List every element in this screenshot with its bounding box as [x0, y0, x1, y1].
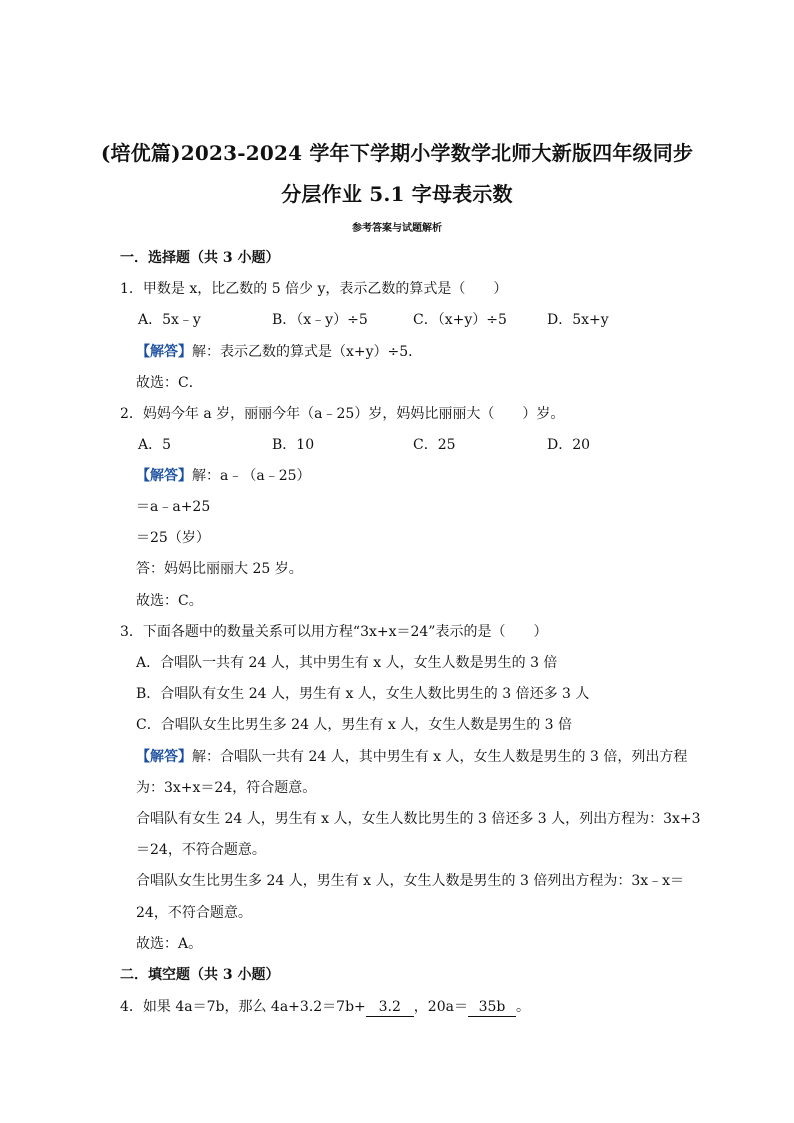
q3-answer — [136, 747, 687, 767]
q2-step-1: ＝a﹣a+25 — [136, 499, 211, 515]
q1-option-d: D．5x+y — [547, 312, 609, 328]
doc-subtitle: 参考答案与试题解析 — [352, 223, 442, 234]
section2-heading: 二．填空题（共 3 小题） — [120, 967, 280, 983]
q2-choice: 故选：C。 — [136, 593, 203, 609]
q4-stem — [120, 997, 530, 1017]
q3-line-4: 合唱队女生比男生多 24 人，男生有 x 人，女生人数是男生的 3 倍列出方程为：3x﹣x＝ — [136, 873, 685, 889]
q2-step-2: ＝25（岁） — [136, 530, 210, 546]
q3-answer-text: 解：合唱队一共有 24 人，其中男生有 x 人，女生人数是男生的 3 倍，列出方程 — [192, 749, 688, 765]
q4-stem-a: 4．如果 4a＝7b，那么 4a+3.2＝7b+ — [120, 999, 366, 1015]
q1-option-a: A．5x﹣y — [138, 312, 201, 328]
q2-option-c: C．25 — [413, 437, 456, 453]
q2-reply: 答：妈妈比丽丽大 25 岁。 — [136, 561, 303, 577]
q3-line-2: 合唱队有女生 24 人，男生有 x 人，女生人数比男生的 3 倍还多 3 人，列出方程为：3x+3 — [136, 811, 701, 827]
q1-answer-text: 解：表示乙数的算式是（x+y）÷5． — [192, 344, 423, 360]
q4-stem-b: ，20a＝ — [413, 999, 468, 1015]
section1-heading: 一．选择题（共 3 小题） — [120, 250, 280, 266]
q1-option-c: C．（x+y）÷5 — [413, 312, 507, 328]
q4-blank-1: 3.2 — [366, 999, 414, 1017]
q2-answer-text: 解：a﹣（a﹣25） — [192, 468, 311, 484]
q3-line-3: ＝24，不符合题意。 — [136, 842, 266, 858]
q1-choice: 故选：C． — [136, 375, 203, 391]
doc-title-line1: (培优篇)2023-2024 学年下学期小学数学北师大新版四年级同步 — [100, 141, 694, 165]
q2-answer — [136, 466, 311, 486]
q2-option-d: D．20 — [547, 437, 591, 453]
doc-title-line2: 分层作业 5.1 字母表示数 — [281, 182, 513, 206]
q3-choice: 故选：A。 — [136, 936, 203, 952]
answer-tag: 【解答】 — [136, 749, 192, 765]
q1-answer — [136, 342, 422, 362]
q1-stem: 1．甲数是 x，比乙数的 5 倍少 y，表示乙数的算式是（ ） — [120, 281, 508, 297]
answer-tag: 【解答】 — [136, 344, 192, 360]
q1-option-b: B．（x﹣y）÷5 — [272, 312, 368, 328]
answer-tag: 【解答】 — [136, 468, 192, 484]
q3-line-5: 24，不符合题意。 — [136, 905, 252, 921]
q3-stem: 3．下面各题中的数量关系可以用方程“3x+x＝24”表示的是（ ） — [120, 624, 548, 640]
q3-line-1: 为：3x+x＝24，符合题意。 — [136, 780, 317, 796]
q2-stem: 2．妈妈今年 a 岁，丽丽今年（a﹣25）岁，妈妈比丽丽大（ ）岁。 — [120, 406, 565, 422]
q4-blank-2: 35b — [468, 999, 516, 1017]
q3-option-b: B．合唱队有女生 24 人，男生有 x 人，女生人数比男生的 3 倍还多 3 人 — [136, 686, 590, 702]
q2-option-a: A．5 — [138, 437, 172, 453]
q2-option-b: B．10 — [272, 437, 315, 453]
q3-option-c: C．合唱队女生比男生多 24 人，男生有 x 人，女生人数是男生的 3 倍 — [136, 717, 573, 733]
q4-stem-c: 。 — [515, 999, 530, 1015]
q3-option-a: A．合唱队一共有 24 人，其中男生有 x 人，女生人数是男生的 3 倍 — [136, 655, 558, 671]
